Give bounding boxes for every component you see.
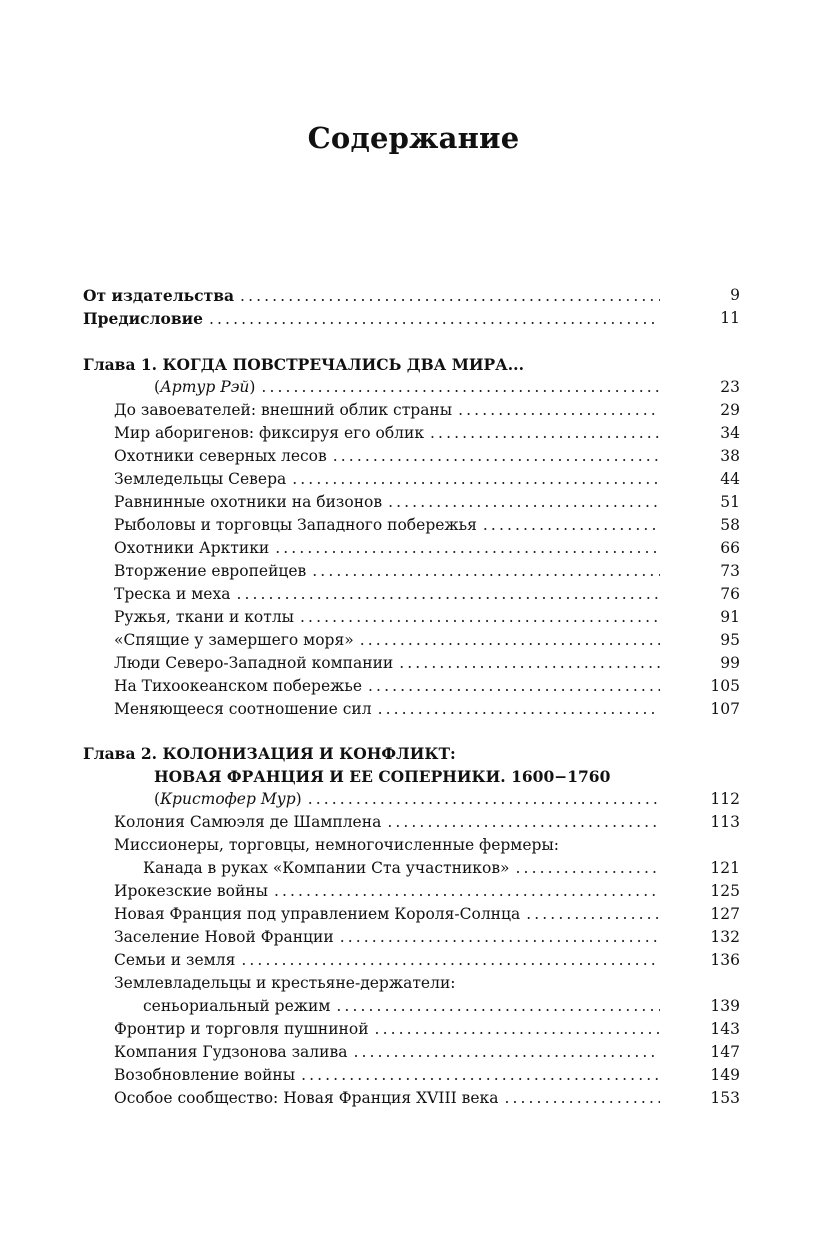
toc-page-number: 91 — [720, 608, 740, 626]
toc-page-number: 11 — [720, 309, 740, 327]
toc-entry-label: Особое сообщество: Новая Франция XVIII века — [114, 1089, 499, 1107]
leader-dots — [333, 445, 660, 468]
leader-dots — [458, 399, 660, 422]
chapter-2-section — [114, 811, 660, 834]
chapter-1-section — [114, 606, 660, 629]
leader-dots — [388, 491, 660, 514]
leader-dots — [275, 537, 660, 560]
toc-entry-label: Мир аборигенов: фиксируя его облик — [114, 424, 425, 442]
chapter-1-section — [114, 399, 660, 422]
leader-dots — [312, 560, 660, 583]
toc-page-number: 143 — [710, 1020, 740, 1038]
toc-entry-label: Охотники северных лесов — [114, 447, 327, 465]
toc-entry-label: Возобновление войны — [114, 1066, 296, 1084]
toc-page-number: 105 — [710, 677, 740, 695]
chapter-1-section — [114, 445, 660, 468]
leader-dots — [504, 1087, 660, 1110]
chapter-2-section — [114, 1064, 660, 1087]
chapter-1-section — [114, 422, 660, 445]
chapter-2-section — [114, 880, 660, 903]
author-name: Кристофер Мур — [160, 790, 296, 808]
toc-entry-label: Компания Гудзонова залива — [114, 1043, 348, 1061]
leader-dots — [292, 468, 660, 491]
chapter-2-section-line2 — [143, 857, 660, 880]
toc-page-number: 38 — [720, 447, 740, 465]
chapter-2-section — [114, 949, 660, 972]
toc-entry-label: Рыболовы и торговцы Западного побережья — [114, 516, 477, 534]
leader-dots — [300, 606, 660, 629]
leader-dots — [336, 995, 660, 1018]
leader-dots — [308, 788, 660, 811]
toc-entry-label: Охотники Арктики — [114, 539, 270, 557]
toc-page-number: 107 — [710, 700, 740, 718]
toc-page-number: 29 — [720, 401, 740, 419]
leader-dots — [516, 857, 660, 880]
chapter-2-section-line2 — [143, 995, 660, 1018]
leader-dots — [301, 1064, 660, 1087]
toc-entry-label: Равнинные охотники на бизонов — [114, 493, 383, 511]
toc-page-number: 121 — [710, 859, 740, 877]
chapter-2-section-line1 — [114, 972, 660, 995]
chapter-2-author — [154, 788, 660, 811]
toc-entry-label: Канада в руках «Компании Ста участников» — [143, 859, 510, 877]
toc-page-number: 51 — [720, 493, 740, 511]
chapter-2-section — [114, 1041, 660, 1064]
toc-page-number: 58 — [720, 516, 740, 534]
chapter-1-heading: Глава 1. КОГДА ПОВСТРЕЧАЛИСЬ ДВА МИРА... — [83, 355, 524, 374]
leader-dots — [378, 698, 660, 721]
toc-entry-label: Заселение Новой Франции — [114, 928, 334, 946]
chapter-2-section — [114, 1018, 660, 1041]
toc-entry-label: Миссионеры, торговцы, немногочисленные фермеры: — [114, 836, 559, 854]
toc-page-number: 132 — [710, 928, 740, 946]
chapter-1-section — [114, 560, 660, 583]
leader-dots — [483, 514, 660, 537]
toc-entry-label: (Артур Рэй) — [154, 378, 256, 396]
toc-entry-label: Новая Франция под управлением Короля-Солнца — [114, 905, 521, 923]
toc-page-number: 99 — [720, 654, 740, 672]
toc-entry-label: Землевладельцы и крестьяне-держатели: — [114, 974, 456, 992]
toc-page-number: 66 — [720, 539, 740, 557]
toc-entry-label: Фронтир и торговля пушниной — [114, 1020, 369, 1038]
toc-entry-label: Люди Северо-Западной компании — [114, 654, 394, 672]
toc-entry-label: Вторжение европейцев — [114, 562, 307, 580]
chapter-2-section — [114, 1087, 660, 1110]
chapter-1-section — [114, 491, 660, 514]
chapter-1-section — [114, 583, 660, 606]
chapter-1-author — [154, 376, 660, 399]
page-title: Содержание — [307, 121, 520, 155]
chapter-2-section — [114, 903, 660, 926]
toc-entry-label: На Тихоокеанском побережье — [114, 677, 363, 695]
leader-dots — [209, 308, 660, 331]
toc-entry-label: До завоевателей: внешний облик страны — [114, 401, 453, 419]
leader-dots — [353, 1041, 660, 1064]
chapter-1-section — [114, 629, 660, 652]
front-matter-entry — [83, 307, 660, 330]
toc-page-number: 113 — [710, 813, 740, 831]
toc-page-number: 34 — [720, 424, 740, 442]
chapter-1-section — [114, 537, 660, 560]
chapter-1-section — [114, 652, 660, 675]
toc-page-number: 149 — [710, 1066, 740, 1084]
leader-dots — [241, 949, 660, 972]
leader-dots — [340, 926, 660, 949]
leader-dots — [526, 903, 660, 926]
chapter-2-section-line1 — [114, 834, 660, 857]
toc-page-number: 147 — [710, 1043, 740, 1061]
leader-dots — [375, 1018, 660, 1041]
toc-page-number: 153 — [710, 1089, 740, 1107]
leader-dots — [236, 583, 660, 606]
chapter-2-section — [114, 926, 660, 949]
author-name: Артур Рэй — [160, 378, 250, 396]
chapter-1-section — [114, 675, 660, 698]
toc-entry-label: сеньориальный режим — [143, 997, 331, 1015]
toc-entry-label: Земледельцы Севера — [114, 470, 287, 488]
front-matter-entry — [83, 284, 660, 307]
toc-entry-label: Предисловие — [83, 309, 203, 328]
leader-dots — [368, 675, 660, 698]
leader-dots — [387, 811, 660, 834]
leader-dots — [274, 880, 660, 903]
chapter-1-section — [114, 468, 660, 491]
toc-page-number: 127 — [710, 905, 740, 923]
toc-page-number: 136 — [710, 951, 740, 969]
toc-entry-label: Треска и меха — [114, 585, 231, 603]
chapter-1-section — [114, 514, 660, 537]
leader-dots — [261, 376, 660, 399]
toc-page-number: 112 — [710, 790, 740, 808]
toc-entry-label: Ружья, ткани и котлы — [114, 608, 295, 626]
toc-entry-label: Меняющееся соотношение сил — [114, 700, 372, 718]
leader-dots — [430, 422, 660, 445]
toc-entry-label: Ирокезские войны — [114, 882, 268, 900]
chapter-1-section — [114, 698, 660, 721]
toc-entry-label: Семьи и земля — [114, 951, 236, 969]
chapter-2-heading: Глава 2. КОЛОНИЗАЦИЯ И КОНФЛИКТ: — [83, 744, 456, 763]
toc-entry-label: Колония Самюэля де Шамплена — [114, 813, 382, 831]
toc-page-number: 23 — [720, 378, 740, 396]
leader-dots — [399, 652, 660, 675]
chapter-2-subheading: НОВАЯ ФРАНЦИЯ И ЕЕ СОПЕРНИКИ. 1600−1760 — [154, 767, 611, 786]
toc-entry-label: (Кристофер Мур) — [154, 790, 302, 808]
toc-page-number: 76 — [720, 585, 740, 603]
toc-page-number: 73 — [720, 562, 740, 580]
toc-page-number: 9 — [730, 286, 740, 304]
toc-entry-label: От издательства — [83, 286, 235, 305]
leader-dots — [240, 285, 660, 308]
toc-page-number: 139 — [710, 997, 740, 1015]
toc-page-number: 125 — [710, 882, 740, 900]
leader-dots — [360, 629, 660, 652]
toc-page-number: 44 — [720, 470, 740, 488]
toc-entry-label: «Спящие у замершего моря» — [114, 631, 354, 649]
toc-page-number: 95 — [720, 631, 740, 649]
